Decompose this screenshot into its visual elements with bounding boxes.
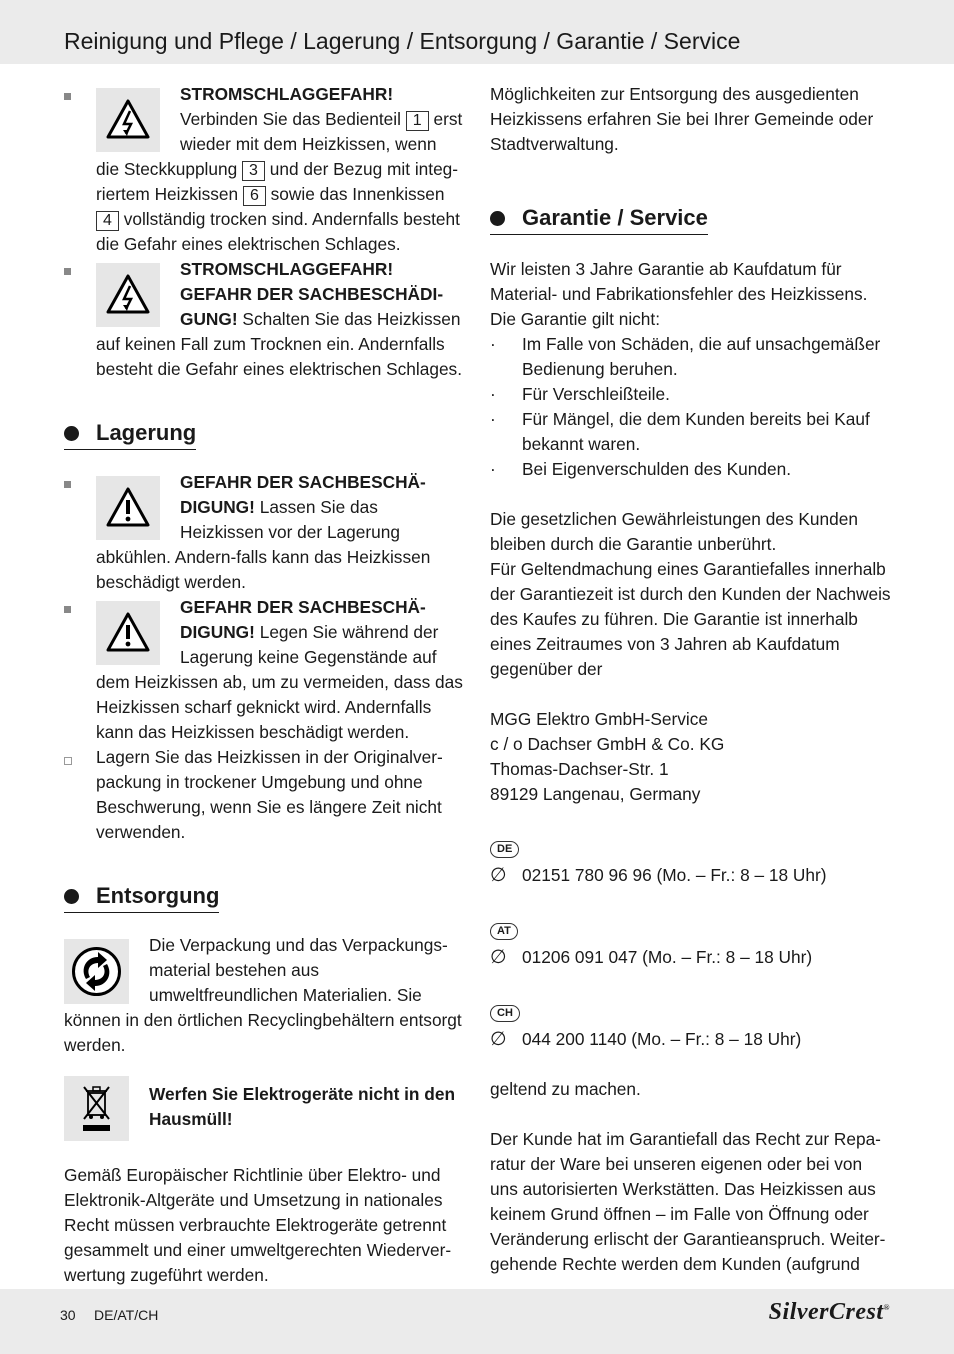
page-number: 30: [60, 1307, 76, 1323]
electric-shock-warning-icon: [96, 263, 160, 327]
part-number: 3: [242, 161, 265, 181]
exclusion-item: · Im Falle von Schäden, die auf unsachgemäßer Bedienung beruhen.: [490, 334, 881, 379]
left-column: [64, 82, 464, 1288]
warning-electric-shock-2: STROMSCHLAGGEFAHR! GEFAHR DER SACHBESCHÄDI-GUNG! Schalten Sie das Heizkissen auf keinen Fall zum Trocknen ein. Andernfalls besteht die Gefahr eines elektrischen Schlages.: [64, 257, 464, 382]
bullet-square: [64, 606, 71, 613]
part-number: 4: [96, 211, 119, 231]
service-address: [490, 707, 892, 807]
country-badge-de: DE: [490, 841, 519, 858]
address-line: 89129 Langenau, Germany: [490, 784, 701, 804]
address-line: c / o Dachser GmbH & Co. KG: [490, 734, 725, 754]
bullet-square: [64, 93, 71, 100]
repair-text: Der Kunde hat im Garantiefall das Recht zur Repa-ratur der Ware bei unseren eigenen oder bei von uns autorisierten Werkstätten. Das Heizkissen aus keinem Grund öffnen – im Falle von Öffnung oder Veränderung erlischt der Garantieanspruch. Weiter-gehende Rechte werden dem Kunden (aufgrund: [490, 1129, 886, 1274]
section-heading-lagerung: Lagerung: [64, 420, 196, 450]
warning-electric-shock-1: STROMSCHLAGGEFAHR! Verbinden Sie das Bedienteil 1 erst wieder mit dem Heizkissen, wenn die Steckkupplung 3 und der Bezug mit integ-riertem Heizkissen 6 sowie das Innenkissen 4 vollständig trocken sind. Andernfalls besteht die Gefahr eines elektrischen Schlages.: [64, 82, 464, 257]
phone-number: 01206 091 047 (Mo. – Fr.: 8 – 18 Uhr): [522, 947, 813, 967]
disposal-info: Möglichkeiten zur Entsorgung des ausgedienten Heizkissens erfahren Sie bei Ihrer Gemeinde oder Stadtverwaltung.: [490, 84, 874, 154]
country-badge-ch: CH: [490, 1005, 520, 1022]
page-footer: [0, 1289, 954, 1354]
bullet-square: [64, 481, 71, 488]
warning-damage-1: GEFAHR DER SACHBESCHÄ-DIGUNG! Lassen Sie das Heizkissen vor der Lagerung abkühlen. Andern-falls kann das Heizkissen beschädigt werden.: [64, 470, 464, 595]
region-code: DE/AT/CH: [94, 1307, 159, 1323]
country-badge-at: AT: [490, 923, 518, 940]
phone-number: 044 200 1140 (Mo. – Fr.: 8 – 18 Uhr): [522, 1029, 802, 1049]
page-header: [0, 0, 954, 64]
section-heading-garantie: Garantie / Service: [490, 205, 708, 235]
warning-title: GEFAHR DER SACHBESCHÄ-DIGUNG!: [180, 472, 426, 517]
warning-title: GEFAHR DER SACHBESCHÄ-DIGUNG!: [180, 597, 426, 642]
weee-directive-text: Gemäß Europäischer Richtlinie über Elektro- und Elektronik-Altgeräte und Umsetzung in nationales Recht müssen verbrauchte Elektrogeräte getrennt gesammelt und einer umweltgerechten Wiederver-wertung zugeführt werden.: [64, 1165, 452, 1285]
recycling-block: Die Verpackung und das Verpackungs-material bestehen aus umweltfreundlichen Materialien. Sie können in den örtlichen Recyclingbehältern entsorgt werden.: [64, 935, 462, 1055]
page-title: Reinigung und Pflege / Lagerung / Entsorgung / Garantie / Service: [64, 28, 741, 54]
guarantee-intro: Wir leisten 3 Jahre Garantie ab Kaufdatum für Material- und Fabrikationsfehler des Heizkissens. Die Garantie gilt nicht:: [490, 259, 868, 329]
contact-de: [490, 834, 892, 888]
address-line: MGG Elektro GmbH-Service: [490, 709, 708, 729]
legal-text-2: Für Geltendmachung eines Garantiefalles innerhalb der Garantiezeit ist durch den Kunden der Nachweis des Kaufes zu führen. Die Garantie ist innerhalb eines Zeitraumes von 3 Jahren ab Kaufdatum gegenüber der: [490, 559, 891, 679]
part-number: 6: [243, 186, 266, 206]
contact-ch: [490, 998, 892, 1052]
bullet-square-empty: [64, 757, 72, 765]
contact-at: [490, 916, 892, 970]
legal-text-1: Die gesetzlichen Gewährleistungen des Kunden bleiben durch die Garantie unberührt.: [490, 509, 858, 554]
general-warning-icon: [96, 601, 160, 665]
warning-title: STROMSCHLAGGEFAHR!: [180, 84, 394, 104]
exclusion-item: · Für Mängel, die dem Kunden bereits bei Kauf bekannt waren.: [490, 409, 870, 454]
general-warning-icon: [96, 476, 160, 540]
warning-damage-2: GEFAHR DER SACHBESCHÄ-DIGUNG! Legen Sie während der Lagerung keine Gegenstände auf dem Heizkissen ab, um zu vermeiden, dass das Heizkissen scharf geknickt wird. Andernfalls kann das Heizkissen beschädigt werden.: [64, 595, 464, 745]
phone-icon: ∅: [490, 1029, 507, 1050]
brand-logo: SilverCrest®: [768, 1299, 890, 1325]
section-heading-entsorgung: Entsorgung: [64, 883, 219, 913]
phone-icon: ∅: [490, 865, 507, 886]
storage-instruction: Lagern Sie das Heizkissen in der Originalver-packung in trockener Umgebung und ohne Beschwerung, wenn Sie es längere Zeit nicht verwenden.: [64, 745, 464, 845]
exclusion-item: · Bei Eigenverschulden des Kunden.: [490, 459, 792, 479]
address-line: Thomas-Dachser-Str. 1: [490, 759, 669, 779]
recycling-icon: [64, 939, 129, 1004]
right-column: [490, 82, 892, 1277]
bullet-square: [64, 268, 71, 275]
phone-number: 02151 780 96 96 (Mo. – Fr.: 8 – 18 Uhr): [522, 865, 827, 885]
heading-dot: [64, 889, 79, 904]
geltend-text: geltend zu machen.: [490, 1079, 641, 1099]
warning-title: STROMSCHLAGGEFAHR! GEFAHR DER SACHBESCHÄDI-GUNG!: [180, 259, 444, 329]
crossed-bin-icon: [64, 1076, 129, 1141]
weee-block: Werfen Sie Elektrogeräte nicht in den Hausmüll!: [64, 1076, 464, 1145]
heading-dot: [64, 426, 79, 441]
heading-dot: [490, 211, 505, 226]
electric-shock-warning-icon: [96, 88, 160, 152]
phone-icon: ∅: [490, 947, 507, 968]
exclusion-item: · Für Verschleißteile.: [490, 384, 670, 404]
part-number: 1: [406, 111, 429, 131]
